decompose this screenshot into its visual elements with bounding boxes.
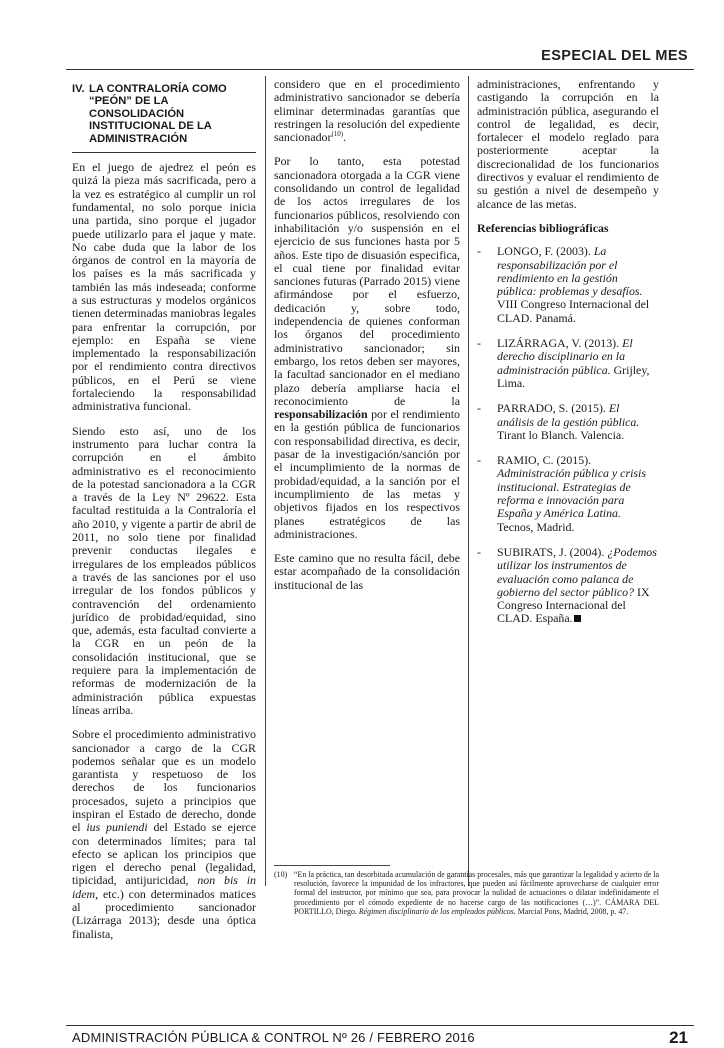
end-mark-icon [574,615,581,622]
reference-item: - RAMIO, C. (2015). Administración pública y crisis institucional. Estrategias de reforma e innovación para España y América Latina. Tecnos, Madrid. [477,453,646,534]
page-number: 21 [669,1028,688,1047]
footnote-ref: (10) [331,130,344,139]
section-heading [72,83,256,153]
column-divider [265,76,266,886]
paragraph: administraciones, enfrentando y castigando la corrupción en la administración pública, asegurando el control de legalidad, es decir, fortalecer el modelo reglado para posteriormente aceptar la discrecionalidad de los funcionarios directivos y evaluar el rendimiento de su gestión a nivel de desempeño y alcance de las metas. [477,77,659,211]
footnote-text: “En la práctica, tan desorbitada acumulación de garantías procesales, más que garantizar la legalidad y acierto de la resolución, favorece la impunidad de los infractores, que pueden así fácilmente aprovecharse de cualquier error formal del instructor, por mínimo que sea, para provocar la nulidad de actuaciones o dilatar indefinidamente el procedimiento por el cómodo expediente de no hacerse cargo de las notificaciones (…)”. CÁMARA DEL PORTILLO, Diego. Régimen disciplinario de los empleados públicos. Marcial Pons, Madrid, 2008, p. 47. [294,870,659,916]
paragraph: Sobre el procedimiento administrativo sancionador a cargo de la CGR podemos señalar que es un modelo garantista y respetuoso de los derechos de los funcionarios procesados, sujeto a principios que inspiran el Estado de derecho, donde el ius puniendi del Estado se ejerce con determinados límites; para tal efecto se aplican los principios que rigen el derecho penal (legalidad, tipicidad, antijuricidad, non bis in idem, etc.) con determinados matices al procedimiento sancionador (Lizárraga 2013); desde una óptica finalista, [72,727,256,941]
paragraph: Siendo esto así, uno de los instrumento para luchar contra la corrupción en el ámbito administrativo es el reconocimiento de la potestad sancionadora a la CGR a través de la Ley Nº 29622. Esta facultad restituida a la Contraloría el año 2010, y vigente a partir de abril de 2011, no solo tiene por finalidad prevenir conductas ilegales e irregulares de los empleados públicos a través de las sanciones por el uso irregular de los fondos públicos y contravención del ordenamiento jurídico de probidad/equidad, sino que, además, esta facultad convierte a la CGR en un peón de la consolidación institucional, que se requiere para la implementación de reformas de modernización de la administración pública expuestas líneas arriba. [72,423,256,717]
footnote-number: (10) [274,870,288,879]
paragraph: Este camino que no resulta fácil, debe estar acompañado de la consolidación institucional de las [274,551,460,592]
footer-divider [66,1025,694,1026]
section-title: LA CONTRALORÍA COMO “PEÓN” DE LA CONSOLIDACIÓN INSTITUCIONAL DE LA ADMINISTRACIÓN [89,83,227,145]
references-list [477,245,659,625]
reference-item: - PARRADO, S. (2015). El análisis de la gestión pública. Tirant lo Blanch. Valencia. [477,401,640,442]
publication-footer: ADMINISTRACIÓN PÚBLICA & CONTROL Nº 26 / FEBRERO 2016 [72,1030,475,1045]
footnote [274,870,659,916]
reference-item: - SUBIRATS, J. (2004). ¿Podemos utilizar los instrumentos de evaluación como palanca de gobierno del sector público? IX Congreso Internacional del CLAD. España. [477,544,657,626]
paragraph: considero que en el procedimiento administrativo sancionador se debería eliminar determinadas garantías que restringen la resolución del expediente sancionador$^{(10)}$. [274,77,460,145]
column-2 [274,78,460,603]
section-header: ESPECIAL DEL MES [541,48,688,64]
column-1 [72,78,256,952]
header-divider [66,69,694,70]
paragraph: Por lo tanto, esta potestad sancionadora otorgada a la CGR viene consolidando un control de legalidad de los actos irregulares de los funcionarios públicos, resolviendo con inhabilitación y/o suspensión en el ejercicio de sus funciones hasta por 5 años. Este tipo de disuasión especifica, el cual tiene por finalidad evitar sanciones futuras (Parrado 2015) viene afirmándose por el esfuerzo, dedicación y, sobre todo, independencia de quienes conforman los órganos del procedimiento administrativo sancionador; sin embargo, los retos deben ser mayores, la facultad sancionador en el mediano plazo debería ampliarse hacia el reconocimiento de la responsabilización por el rendimiento en la gestión pública de funcionarios con responsabilidad directiva, es decir, pasar de la investigación/sanción por el incumplimiento de la normas de probidad/equidad, a la sanción por el incumplimiento de las metas y objetivos fijados en los respectivos planes estratégicos de las administraciones. [274,154,460,541]
paragraph: En el juego de ajedrez el peón es quizá la pieza más sacrificada, pero a la vez es estratégico al cumplir un rol fundamental, no solo porque inicia una partida, sino porque el jugador puede utilizarlo para el jaque y mate. No cabe duda que la labor de los órganos de control en la mayoría de los países es la más sacrificada y también las más indeseada; conforme a sus estructuras y modelos orgánicos tienen determinadas maniobras legales para enfrentar la corrupción, por ejemplo: en España se viene implementado la responsabilización por el rendimiento contra directivos públicos, en el Perú se viene fortaleciendo la responsabilidad administrativa funcional. [72,160,256,414]
column-divider [468,76,469,886]
references-heading: Referencias bibliográficas [477,220,609,235]
section-number: IV. [72,83,85,95]
column-3 [477,78,659,638]
reference-item: - LIZÁRRAGA, V. (2013). El derecho disciplinario en la administración pública. Grijley, Lima. [477,336,650,390]
reference-item: - LONGO, F. (2003). La responsabilización por el rendimiento en la gestión pública: problemas y desafíos. VIII Congreso Internacional del CLAD. Panamá. [477,244,650,325]
footnote-divider [274,865,390,866]
